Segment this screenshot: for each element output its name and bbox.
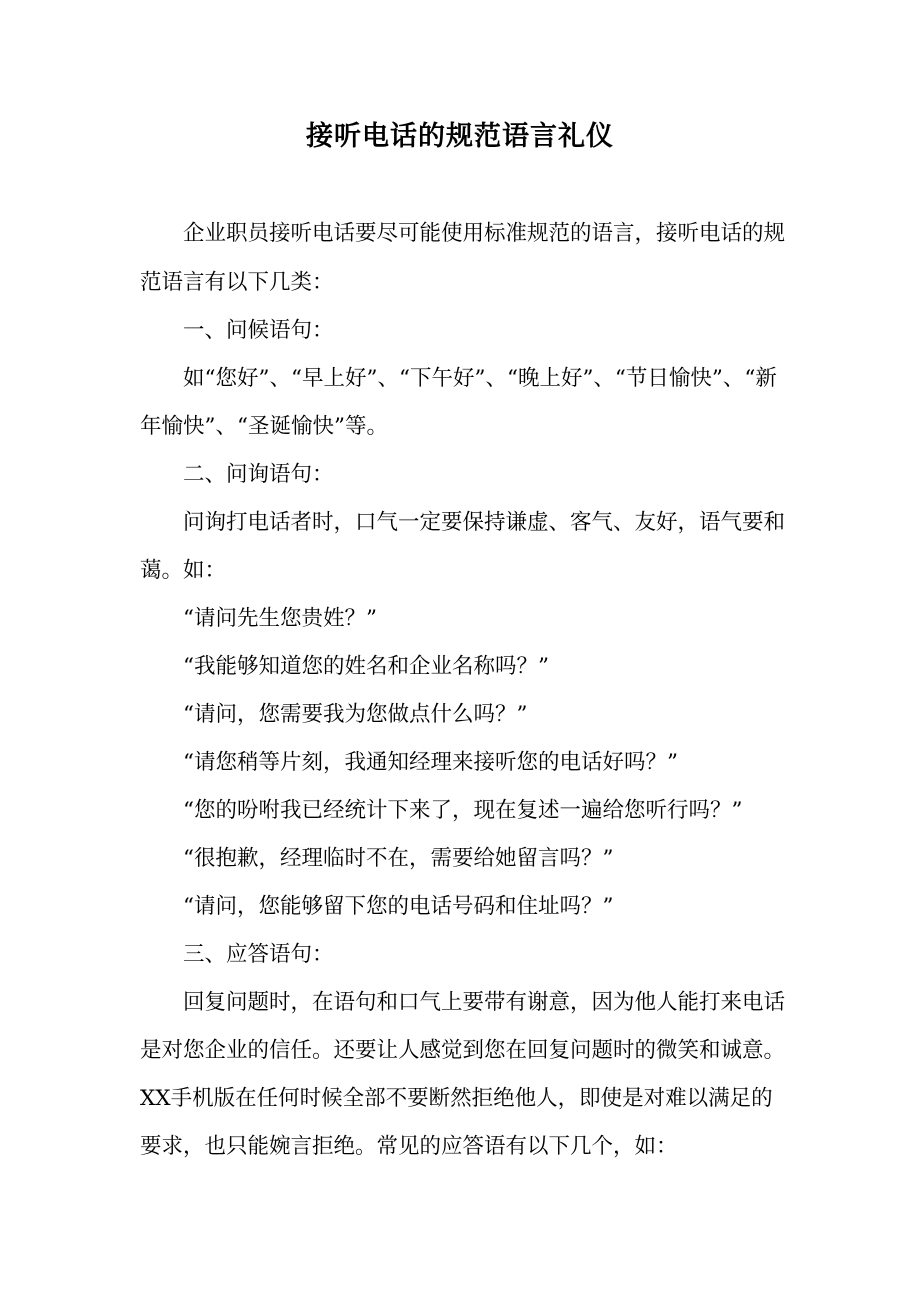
quote-line: “很抱歉，经理临时不在，需要给她留言吗？” <box>183 846 614 871</box>
section-heading: 二、问询语句： <box>183 462 334 487</box>
quote-line: “请问，您需要我为您做点什么吗？” <box>183 702 528 727</box>
paragraph-line: 回复问题时，在语句和口气上要带有谢意，因为他人能打来电话 <box>183 990 786 1015</box>
document-title: 接听电话的规范语言礼仪 <box>306 121 614 152</box>
quote-line: “请问先生您贵姓？” <box>183 606 377 631</box>
paragraph-line: 要求，也只能婉言拒绝。常见的应答语有以下几个，如： <box>140 1134 678 1159</box>
paragraph-line: 企业职员接听电话要尽可能使用标准规范的语言，接听电话的规 <box>183 221 786 246</box>
paragraph-line: 是对您企业的信任。还要让人感觉到您在回复问题时的微笑和诚意。 <box>140 1038 786 1063</box>
paragraph-line: XX手机版在任何时候全部不要断然拒绝他人，即使是对难以满足的 <box>140 1086 773 1111</box>
section-heading: 三、应答语句： <box>183 942 334 967</box>
paragraph-line: 年愉快”、“圣诞愉快”等。 <box>140 414 388 439</box>
paragraph-line: 蔼。如： <box>140 558 227 583</box>
quote-line: “您的吩咐我已经统计下来了，现在复述一遍给您听行吗？” <box>183 798 743 823</box>
quote-line: “请您稍等片刻，我通知经理来接听您的电话好吗？” <box>183 750 678 775</box>
paragraph-line: 范语言有以下几类： <box>140 270 334 295</box>
quote-line: “请问，您能够留下您的电话号码和住址吗？” <box>183 894 614 919</box>
paragraph-line: 如“您好”、“早上好”、“下午好”、“晚上好”、“节日愉快”、“新 <box>183 366 777 391</box>
quote-line: “我能够知道您的姓名和企业名称吗？” <box>183 654 549 679</box>
paragraph-line: 问询打电话者时，口气一定要保持谦虚、客气、友好，语气要和 <box>183 510 786 535</box>
section-heading: 一、问候语句： <box>183 318 334 343</box>
